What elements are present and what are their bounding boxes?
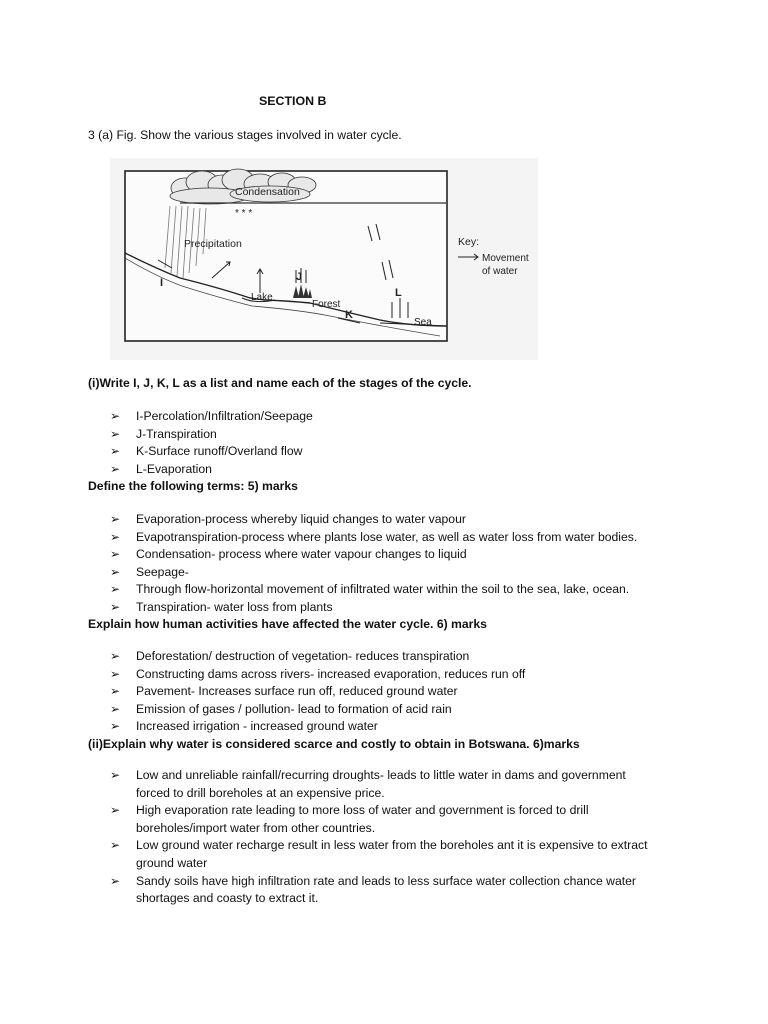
arrowhead-bullet-icon: ➢ [110, 461, 121, 476]
arrowhead-bullet-icon: ➢ [110, 599, 121, 614]
key-line1: Movement [482, 253, 529, 264]
part-ii-list [110, 767, 647, 908]
label-i: I [160, 277, 164, 289]
part-i-list [110, 408, 313, 478]
list-item: ➢ K-Surface runoff/Overland flow [110, 443, 313, 461]
list-item: ➢ Pavement- Increases surface run off, reduced ground water [110, 683, 525, 701]
part-ii-heading: (ii)Explain why water is considered scarce and costly to obtain in Botswana. 6)marks [88, 737, 580, 751]
arrowhead-bullet-icon: ➢ [110, 873, 121, 888]
list-item: ➢ Deforestation/ destruction of vegetation- reduces transpiration [110, 648, 525, 666]
list-item: ➢ Constructing dams across rivers- increased evaporation, reduces run off [110, 666, 525, 684]
key-title: Key: [458, 236, 480, 248]
list-item: ➢ I-Percolation/Infiltration/Seepage [110, 408, 313, 426]
list-item: ➢ Low and unreliable rainfall/recurring droughts- leads to little water in dams and government forced to drill boreholes at an expensive price. [110, 768, 626, 800]
arrowhead-bullet-icon: ➢ [110, 409, 121, 423]
define-list [110, 511, 637, 617]
arrowhead-bullet-icon: ➢ [110, 803, 121, 818]
arrowhead-bullet-icon: ➢ [110, 666, 121, 681]
list-item: ➢ Emission of gases / pollution- lead to formation of acid rain [110, 701, 525, 719]
label-precipitation: Precipitation [184, 238, 242, 250]
label-j: J [296, 271, 303, 283]
arrowhead-bullet-icon: ➢ [110, 529, 121, 544]
define-heading: Define the following terms: 5) marks [88, 479, 298, 493]
key-line2: of water [482, 266, 518, 277]
arrowhead-bullet-icon: ➢ [110, 719, 121, 734]
arrowhead-bullet-icon: ➢ [110, 649, 121, 663]
arrowhead-bullet-icon: ➢ [110, 444, 121, 459]
arrowhead-bullet-icon: ➢ [110, 426, 121, 441]
human-list [110, 648, 525, 736]
arrowhead-bullet-icon: ➢ [110, 701, 121, 716]
list-item: ➢ Condensation- process where water vapour changes to liquid [110, 546, 637, 564]
arrowhead-bullet-icon: ➢ [110, 768, 121, 782]
svg-text:* * *: * * * [235, 208, 253, 219]
list-item: ➢ Evapotranspiration-process where plants lose water, as well as water loss from water bodies. [110, 529, 637, 547]
list-item: ➢ Transpiration- water loss from plants [110, 599, 637, 617]
label-sea: Sea [414, 317, 432, 328]
list-item: ➢ Low ground water recharge result in less water from the boreholes ant it is expensive to extract ground water [110, 838, 648, 870]
section-title: SECTION B [259, 94, 327, 108]
list-item: ➢ Through flow-horizontal movement of infiltrated water within the soil to the sea, lake, ocean. [110, 581, 637, 599]
list-item: ➢ Evaporation-process whereby liquid changes to water vapour [110, 511, 637, 529]
arrowhead-bullet-icon: ➢ [110, 582, 121, 597]
label-condensation: Condensation [235, 186, 300, 198]
arrowhead-bullet-icon: ➢ [110, 838, 121, 853]
label-lake: Lake [251, 292, 273, 303]
label-k: K [345, 309, 353, 321]
arrowhead-bullet-icon: ➢ [110, 564, 121, 579]
list-item: ➢ High evaporation rate leading to more loss of water and government is forced to drill boreholes/import water from other countries. [110, 803, 589, 835]
list-item: ➢ L-Evaporation [110, 461, 313, 479]
part-i-heading: (i)Write I, J, K, L as a list and name each of the stages of the cycle. [88, 376, 472, 390]
arrowhead-bullet-icon: ➢ [110, 684, 121, 699]
label-forest: Forest [312, 299, 341, 310]
human-heading: Explain how human activities have affected the water cycle. 6) marks [88, 617, 487, 631]
arrowhead-bullet-icon: ➢ [110, 547, 121, 562]
list-item: ➢ Sandy soils have high infiltration rate and leads to less surface water collection chance water shortages and coasty to extract it. [110, 873, 636, 906]
arrowhead-bullet-icon: ➢ [110, 512, 121, 526]
label-l: L [395, 287, 402, 299]
list-item: ➢ Increased irrigation - increased ground water [110, 718, 525, 736]
list-item: ➢ Seepage- [110, 564, 637, 582]
list-item: ➢ J-Transpiration [110, 426, 313, 444]
question-intro: 3 (a) Fig. Show the various stages involved in water cycle. [88, 128, 402, 142]
water-cycle-figure [110, 158, 538, 360]
